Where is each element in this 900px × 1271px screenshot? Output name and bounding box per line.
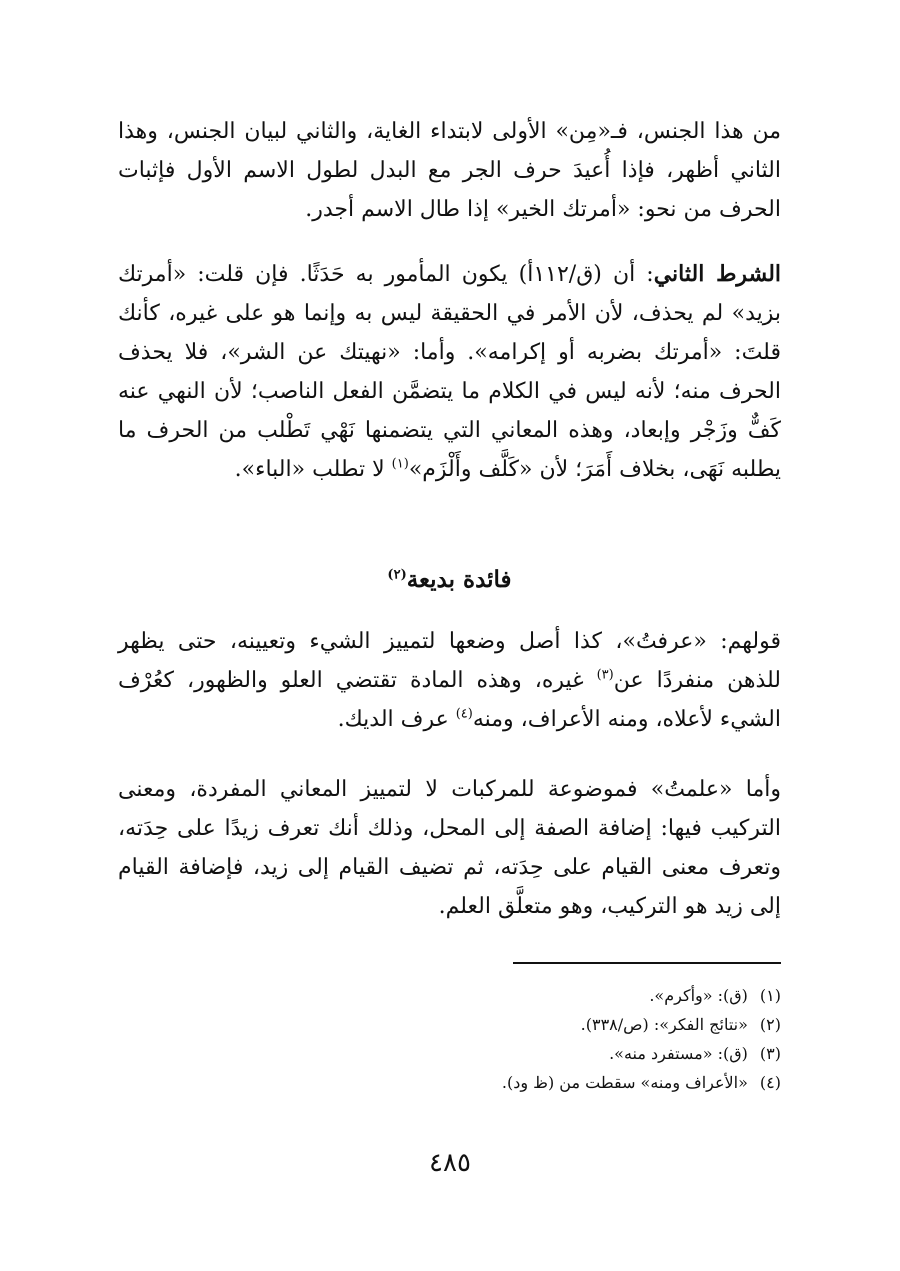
condition-label: الشرط الثاني bbox=[653, 261, 782, 287]
footnote-number: (٢) bbox=[759, 1015, 781, 1034]
paragraph-3-part-3: عرف الديك. bbox=[337, 707, 456, 732]
paragraph-4: وأما «علمتُ» فموضوعة للمركبات لا لتمييز المعاني المفردة، ومعنى التركيب فيها: إضافة الصفة إلى المحل، وذلك أنك تعرف زيدًا على حِدَته، وتعرف معنى القيام على حِدَته، ثم تضيف القيام إلى زيد، فإضافة القيام إلى زيد هو التركيب، وهو متعلَّق العلم. bbox=[118, 777, 781, 919]
footnote-item bbox=[118, 981, 781, 1010]
footnote-ref-4: (٤) bbox=[455, 706, 473, 722]
footnote-text: (ق): «مستفرد منه». bbox=[609, 1044, 748, 1063]
footnote-item bbox=[118, 1068, 781, 1097]
paragraph-2 bbox=[118, 255, 781, 489]
footnote-item bbox=[118, 1010, 781, 1039]
footnote-separator bbox=[513, 962, 781, 964]
footnote-ref-1: (١) bbox=[391, 456, 409, 472]
paragraph-2-text-end: لا تطلب «الباء». bbox=[234, 457, 392, 482]
footnote-ref-3: (٣) bbox=[596, 667, 614, 683]
footnote-item bbox=[118, 1039, 781, 1068]
footnote-ref-2: (٢) bbox=[387, 567, 407, 583]
section-heading bbox=[118, 560, 781, 600]
footnotes-list bbox=[118, 981, 781, 1097]
section-heading-text: فائدة بديعة bbox=[406, 566, 512, 593]
paragraph-3-part-2: غيره، وهذه المادة تقتضي العلو والظهور، كعُرْف الشيء لأعلاه، ومنه الأعراف، ومنه bbox=[118, 668, 781, 732]
footnote-text: «الأعراف ومنه» سقطت من (ظ ود). bbox=[501, 1073, 748, 1092]
footnote-number: (١) bbox=[759, 986, 781, 1005]
paragraph-2-text: : أن (ق/١١٢أ) يكون المأمور به حَدَثًا. فإن قلت: «أمرتك بزيد» لم يحذف، لأن الأمر في الحقيقة ليس به وإنما هو على غيره، كأنك قلتَ: «أمرتك بضربه أو إكرامه». وأما: «نهيتك عن الشر»، فلا يحذف الحرف منه؛ لأنه ليس في الكلام ما يتضمَّن الفعل الناصب؛ لأن النهي عنه كَفٌّ وزَجْر وإبعاد، وهذه المعاني التي يتضمنها نَهْي تَطْلب من الحرف ما يطلبه نَهَى، بخلاف أَمَرَ؛ لأن «كَلَّف وأَلْزَم» bbox=[118, 262, 781, 482]
footnote-text: (ق): «وأكرم». bbox=[649, 986, 748, 1005]
paragraph-3-part-1: قولهم: «عرفتُ»، كذا أصل وضعها لتمييز الشيء وتعيينه، حتى يظهر للذهن منفردًا عن bbox=[118, 629, 782, 693]
page-number: ٤٨٥ bbox=[429, 1148, 471, 1178]
footnote-text: «نتائج الفكر»: (ص/٣٣٨). bbox=[580, 1015, 748, 1034]
paragraph-3 bbox=[118, 622, 781, 739]
footnote-number: (٣) bbox=[759, 1044, 781, 1063]
footnote-number: (٤) bbox=[759, 1073, 781, 1092]
paragraph-1: من هذا الجنس، فـ«مِن» الأولى لابتداء الغاية، والثاني لبيان الجنس، وهذا الثاني أظهر، فإذا أُعيدَ حرف الجر مع البدل لطول الاسم الأول فإثبات الحرف من نحو: «أمرتك الخير» إذا طال الاسم أجدر. bbox=[118, 119, 781, 222]
